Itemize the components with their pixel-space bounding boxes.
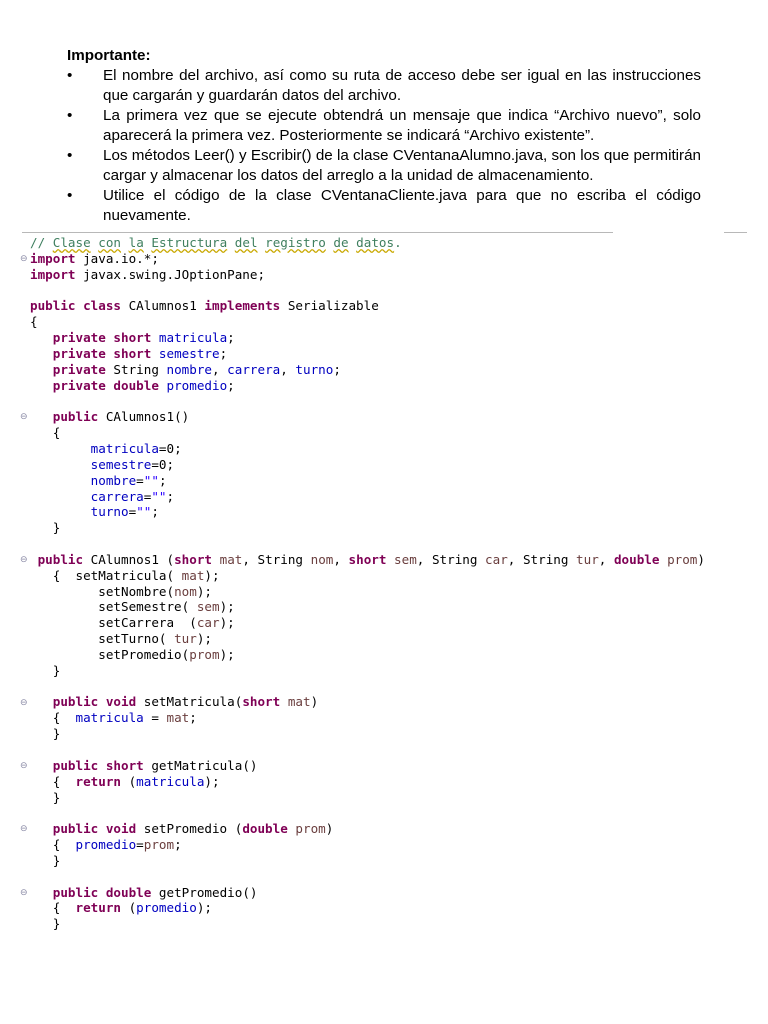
code-line bbox=[30, 251, 705, 267]
code-token: ); bbox=[204, 773, 220, 789]
code-token: nom bbox=[174, 583, 197, 599]
code-token: prom bbox=[295, 821, 326, 837]
code-token bbox=[30, 821, 53, 836]
code-token bbox=[30, 378, 53, 393]
code-line bbox=[30, 457, 705, 473]
code-token: setPromedio( bbox=[30, 646, 190, 662]
code-token: short bbox=[242, 694, 281, 710]
code-token: nombre bbox=[90, 472, 137, 488]
code-token: public short bbox=[52, 757, 144, 773]
code-line bbox=[30, 584, 705, 600]
fold-marker-icon[interactable]: ⊖ bbox=[20, 761, 28, 772]
code-token: . bbox=[394, 235, 402, 250]
code-line bbox=[30, 900, 705, 916]
code-line bbox=[30, 520, 705, 536]
code-token: matricula bbox=[136, 773, 205, 789]
code-line bbox=[30, 853, 705, 869]
code-token: ; bbox=[174, 837, 182, 853]
code-token: con bbox=[98, 235, 122, 250]
code-line bbox=[30, 663, 705, 679]
code-token: datos bbox=[356, 235, 395, 250]
code-token bbox=[30, 362, 53, 377]
code-line bbox=[30, 314, 705, 330]
code-token: } bbox=[30, 726, 61, 742]
code-token: ( bbox=[121, 773, 137, 789]
code-line bbox=[30, 599, 705, 615]
code-token: import bbox=[30, 266, 76, 282]
code-token: turno bbox=[90, 504, 129, 520]
code-token: carrera bbox=[227, 361, 281, 377]
notes-heading: Importante: bbox=[67, 47, 151, 64]
code-line bbox=[30, 235, 705, 251]
code-line bbox=[30, 869, 705, 885]
code-token: ) bbox=[697, 551, 705, 567]
code-line bbox=[30, 425, 705, 441]
code-token: Estructura bbox=[151, 235, 228, 250]
code-token: mat bbox=[219, 551, 243, 567]
code-token: ); bbox=[204, 567, 220, 583]
code-token: , String bbox=[242, 551, 311, 567]
code-token bbox=[258, 235, 266, 250]
code-line bbox=[30, 694, 705, 710]
code-token: car bbox=[485, 551, 508, 567]
instructions-block bbox=[67, 46, 701, 226]
code-token: return bbox=[75, 900, 121, 916]
code-token: return bbox=[75, 773, 121, 789]
code-line bbox=[30, 805, 705, 821]
code-token bbox=[659, 552, 667, 567]
code-line bbox=[30, 393, 705, 409]
code-token: setTurno( bbox=[30, 631, 175, 647]
code-token: private double bbox=[52, 377, 159, 393]
code-token: , bbox=[280, 361, 296, 377]
code-token: public double bbox=[52, 884, 152, 900]
code-line bbox=[30, 647, 705, 663]
code-token bbox=[30, 346, 53, 361]
code-token bbox=[30, 457, 91, 472]
note-item bbox=[67, 186, 701, 226]
code-token: ); bbox=[219, 599, 235, 615]
code-token: } bbox=[30, 916, 61, 932]
code-line bbox=[30, 774, 705, 790]
code-token bbox=[30, 758, 53, 773]
bullet-icon: • bbox=[67, 147, 73, 164]
code-token: nombre bbox=[166, 361, 212, 377]
code-token: tur bbox=[576, 551, 599, 567]
code-token: { bbox=[30, 900, 76, 916]
code-line bbox=[30, 441, 705, 457]
code-line bbox=[30, 552, 705, 568]
code-token: tur bbox=[174, 631, 197, 647]
code-token: =0; bbox=[158, 440, 182, 456]
code-token: del bbox=[234, 235, 258, 250]
code-token: ); bbox=[196, 900, 213, 916]
code-token: public bbox=[37, 551, 84, 567]
code-token bbox=[212, 552, 220, 567]
code-token: , bbox=[333, 551, 349, 567]
code-token: mat bbox=[166, 710, 190, 726]
code-token: de bbox=[333, 235, 349, 250]
code-token: , String bbox=[416, 551, 486, 567]
code-token: setPromedio ( bbox=[136, 821, 243, 837]
note-item bbox=[67, 106, 701, 146]
code-token bbox=[30, 504, 91, 519]
code-token: private bbox=[52, 361, 106, 377]
note-text: Los métodos Leer() y Escribir() de la clase CVentanaAlumno.java, son los que permitirán cargar y almacenar los datos del arreglo a la unidad de almacenamiento. bbox=[103, 147, 701, 184]
code-token: setCarrera ( bbox=[30, 615, 197, 631]
code-token: implements bbox=[204, 298, 281, 314]
code-token bbox=[30, 330, 53, 345]
code-token: turno bbox=[295, 361, 334, 377]
code-token: prom bbox=[189, 646, 220, 662]
code-line bbox=[30, 679, 705, 695]
code-token: } bbox=[30, 789, 61, 805]
code-line bbox=[30, 885, 705, 901]
code-token bbox=[151, 330, 159, 345]
code-token: ; bbox=[227, 330, 235, 346]
fold-marker-icon[interactable]: ⊖ bbox=[20, 824, 28, 835]
code-token: setNombre( bbox=[30, 583, 175, 599]
code-token: short bbox=[174, 551, 213, 567]
code-token: } bbox=[30, 520, 61, 536]
bullet-icon: • bbox=[67, 107, 73, 124]
note-text: Utilice el código de la clase CVentanaCliente.java para que no escriba el código nuevamente. bbox=[103, 187, 701, 224]
code-token: ; bbox=[151, 504, 159, 520]
code-token: getMatricula() bbox=[143, 757, 258, 773]
code-token bbox=[159, 378, 167, 393]
fold-marker-icon[interactable]: ⊖ bbox=[20, 887, 28, 898]
code-token bbox=[386, 552, 394, 567]
code-token bbox=[121, 235, 129, 250]
code-token: java.io.*; bbox=[75, 250, 159, 266]
note-item bbox=[67, 146, 701, 186]
code-token bbox=[30, 409, 53, 424]
code-token: promedio bbox=[75, 837, 137, 853]
code-token: { bbox=[30, 710, 76, 726]
code-line bbox=[30, 615, 705, 631]
code-token: "" bbox=[136, 504, 152, 520]
code-token: ); bbox=[219, 646, 235, 662]
notes-list bbox=[67, 66, 701, 226]
code-token: ; bbox=[189, 710, 197, 726]
code-token bbox=[30, 473, 91, 488]
code-token: // bbox=[30, 235, 53, 250]
code-token: ; bbox=[219, 345, 228, 361]
code-token bbox=[227, 235, 235, 250]
code-line bbox=[30, 489, 705, 505]
code-token: javax.swing.JOptionPane; bbox=[75, 266, 266, 282]
code-token: ; bbox=[166, 488, 175, 504]
code-token: ); bbox=[219, 615, 235, 631]
code-token: matricula bbox=[75, 710, 144, 726]
code-token: , bbox=[212, 361, 228, 377]
fold-marker-icon[interactable]: ⊖ bbox=[20, 412, 28, 423]
code-token: CAlumnos1 ( bbox=[83, 551, 175, 567]
fold-marker-icon[interactable]: ⊖ bbox=[20, 555, 28, 565]
code-token: } bbox=[30, 852, 61, 868]
code-line bbox=[30, 362, 705, 378]
separator-line bbox=[22, 232, 613, 233]
code-token: carrera bbox=[90, 488, 144, 504]
code-token: "" bbox=[143, 472, 159, 488]
code-listing bbox=[30, 235, 705, 932]
code-token: { bbox=[30, 314, 38, 330]
code-token: ) bbox=[310, 694, 319, 710]
code-token: =0; bbox=[151, 456, 175, 472]
code-token: public class bbox=[30, 298, 121, 314]
code-line bbox=[30, 536, 705, 552]
code-token: , String bbox=[507, 551, 577, 567]
code-token: registro bbox=[265, 235, 326, 250]
code-line bbox=[30, 409, 705, 425]
separator-line-right bbox=[724, 232, 747, 233]
code-line bbox=[30, 758, 705, 774]
code-token: CAlumnos1 bbox=[121, 298, 205, 314]
code-token: "" bbox=[151, 488, 167, 504]
code-token: , bbox=[598, 551, 614, 567]
code-token: = bbox=[136, 472, 144, 488]
code-token: public void bbox=[52, 694, 137, 710]
fold-marker-icon[interactable]: ⊖ bbox=[20, 253, 28, 264]
code-token bbox=[280, 694, 288, 709]
code-token: { bbox=[30, 425, 61, 441]
code-line bbox=[30, 346, 705, 362]
code-token: prom bbox=[667, 551, 698, 567]
code-line bbox=[30, 821, 705, 837]
code-line bbox=[30, 710, 705, 726]
fold-marker-icon[interactable]: ⊖ bbox=[20, 697, 28, 708]
code-token: Serializable bbox=[280, 298, 379, 314]
code-token bbox=[30, 885, 53, 900]
code-token bbox=[30, 489, 91, 504]
code-line bbox=[30, 916, 705, 932]
code-token: ); bbox=[196, 631, 212, 647]
code-token: { bbox=[30, 837, 76, 853]
code-token: car bbox=[196, 615, 220, 631]
code-token bbox=[30, 694, 53, 709]
code-token: matricula bbox=[90, 440, 159, 456]
code-token: import bbox=[30, 250, 76, 266]
code-token: prom bbox=[143, 837, 175, 853]
code-token: = bbox=[143, 710, 167, 726]
code-token: public bbox=[52, 409, 99, 425]
code-token: mat bbox=[181, 567, 205, 583]
code-token: short bbox=[348, 551, 387, 567]
code-token: ); bbox=[196, 583, 212, 599]
code-token: ) bbox=[325, 821, 334, 837]
bullet-icon: • bbox=[67, 67, 73, 84]
code-token: semestre bbox=[90, 456, 152, 472]
code-token: sem bbox=[196, 599, 220, 615]
code-token bbox=[30, 441, 91, 456]
code-token: ; bbox=[227, 377, 235, 393]
code-token: private short bbox=[52, 345, 152, 361]
code-token: public void bbox=[52, 821, 137, 837]
code-token: sem bbox=[394, 551, 417, 567]
code-line bbox=[30, 473, 705, 489]
code-line bbox=[30, 631, 705, 647]
code-token: matricula bbox=[158, 330, 228, 346]
code-token: ( bbox=[121, 900, 137, 916]
code-line bbox=[30, 742, 705, 758]
code-token: setSemestre( bbox=[30, 599, 197, 615]
code-token: = bbox=[128, 504, 137, 520]
note-item bbox=[67, 66, 701, 106]
code-token: promedio bbox=[166, 377, 228, 393]
code-token: setMatricula( bbox=[136, 694, 243, 710]
code-token: ; bbox=[158, 472, 167, 488]
code-line bbox=[30, 568, 705, 584]
code-line bbox=[30, 267, 705, 283]
code-token: CAlumnos1() bbox=[98, 409, 190, 425]
code-line bbox=[30, 378, 705, 394]
code-line bbox=[30, 504, 705, 520]
note-text: La primera vez que se ejecute obtendrá un mensaje que indica “Archivo nuevo”, solo aparecerá la primera vez. Posteriormente se indicará “Archivo existente”. bbox=[103, 107, 701, 144]
code-token: la bbox=[128, 235, 144, 250]
code-token: = bbox=[136, 837, 144, 853]
code-line bbox=[30, 837, 705, 853]
code-line bbox=[30, 298, 705, 314]
code-token: = bbox=[143, 488, 152, 504]
code-line bbox=[30, 330, 705, 346]
code-token: nom bbox=[310, 551, 334, 567]
code-token: { setMatricula( bbox=[30, 567, 182, 583]
code-line bbox=[30, 726, 705, 742]
code-token: } bbox=[30, 662, 61, 678]
code-token bbox=[151, 346, 159, 361]
code-token: { bbox=[30, 773, 76, 789]
code-token: private short bbox=[52, 330, 152, 346]
code-token: double bbox=[242, 821, 288, 837]
bullet-icon: • bbox=[67, 187, 73, 204]
code-token: semestre bbox=[158, 345, 220, 361]
code-token: getPromedio() bbox=[151, 884, 258, 900]
code-token: mat bbox=[287, 694, 311, 710]
note-text: El nombre del archivo, así como su ruta de acceso debe ser igual en las instrucciones que cargarán y guardarán datos del archivo. bbox=[103, 67, 701, 104]
code-token: String bbox=[105, 361, 167, 377]
code-token bbox=[30, 552, 38, 567]
code-token: double bbox=[613, 551, 660, 567]
code-token: promedio bbox=[136, 900, 197, 916]
code-line bbox=[30, 283, 705, 299]
code-line bbox=[30, 790, 705, 806]
code-token: ; bbox=[333, 361, 341, 377]
code-token: Clase bbox=[52, 235, 91, 250]
